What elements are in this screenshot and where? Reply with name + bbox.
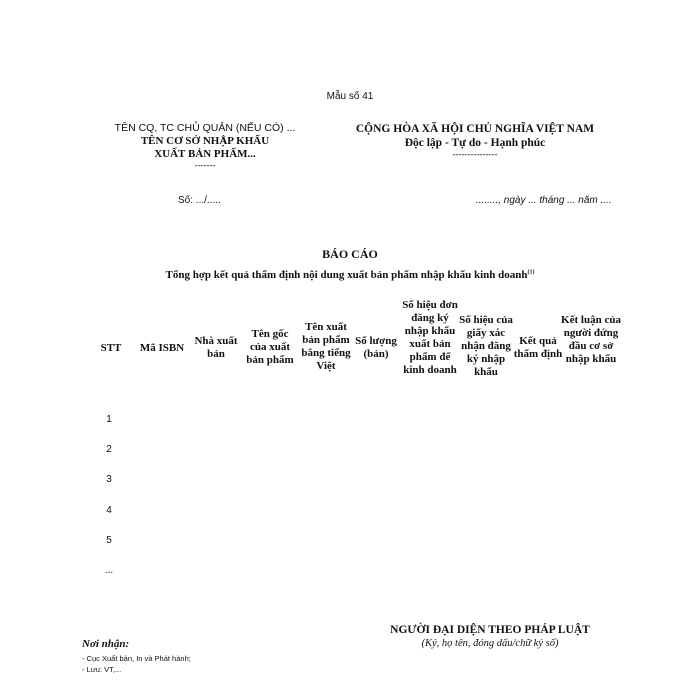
report-subtitle xyxy=(0,269,700,281)
header-publisher: Nhà xuất bản xyxy=(194,335,238,360)
motto: Độc lập - Tự do - Hạnh phúc xyxy=(404,137,546,149)
table-row: 1 xyxy=(106,414,112,425)
issuing-org-header xyxy=(100,122,310,170)
header-stt: STT xyxy=(100,342,122,354)
national-motto-header xyxy=(330,122,620,159)
header-original-title: Tên gốc của xuất bản phẩm xyxy=(246,328,294,366)
recipient-item: - Cục Xuất bản, In và Phát hành; xyxy=(82,654,191,663)
header-vietnamese-title: Tên xuất bản phẩm bằng tiếng Việt xyxy=(301,321,351,372)
header-appraisal-result: Kết quả thẩm định xyxy=(513,335,563,360)
signature-instructions: (Ký, họ tên, đóng dấu/chữ ký số) xyxy=(421,638,559,649)
importer-name-line-2: XUẤT BẢN PHẨM... xyxy=(154,148,256,160)
header-application-number: Số hiệu đơn đăng ký nhập khẩu xuất bản phẩm để kinh doanh xyxy=(402,299,458,376)
document-number: Số: .../..... xyxy=(178,195,221,206)
report-subtitle-text: Tổng hợp kết quả thẩm định nội dung xuất bản phẩm nhập khẩu kinh doanh xyxy=(165,269,528,281)
footnote-marker: (1) xyxy=(527,269,535,276)
header-certificate-number: Số hiệu của giấy xác nhận đăng ký nhập khẩu xyxy=(459,314,513,378)
table-row: 2 xyxy=(106,444,112,455)
form-number: Mẫu số 41 xyxy=(326,91,374,102)
table-row: 3 xyxy=(106,474,112,485)
right-divider: --------------- xyxy=(452,149,498,159)
left-divider: ------- xyxy=(194,160,216,170)
table-row: 4 xyxy=(106,505,112,516)
table-row: ... xyxy=(104,565,114,576)
header-quantity: Số lượng (bản) xyxy=(355,335,397,360)
recipients-label: Nơi nhận: xyxy=(82,638,130,650)
header-conclusion: Kết luận của người đứng đầu cơ sở nhập khẩu xyxy=(561,314,621,365)
header-isbn: Mã ISBN xyxy=(139,342,185,354)
document-date: ........, ngày ... tháng ... năm .... xyxy=(476,195,612,206)
country-name: CỘNG HÒA XÃ HỘI CHỦ NGHĨA VIỆT NAM xyxy=(355,123,595,135)
signature-title: NGƯỜI ĐẠI DIỆN THEO PHÁP LUẬT xyxy=(390,624,590,636)
table-row: 5 xyxy=(106,535,112,546)
parent-agency-line: TÊN CQ, TC CHỦ QUẢN (NẾU CÓ) ... xyxy=(114,122,296,134)
recipient-item: - Lưu: VT,... xyxy=(82,665,122,674)
report-title: BÁO CÁO xyxy=(322,247,378,261)
importer-name-line: TÊN CƠ SỞ NHẬP KHẨU xyxy=(140,135,270,147)
